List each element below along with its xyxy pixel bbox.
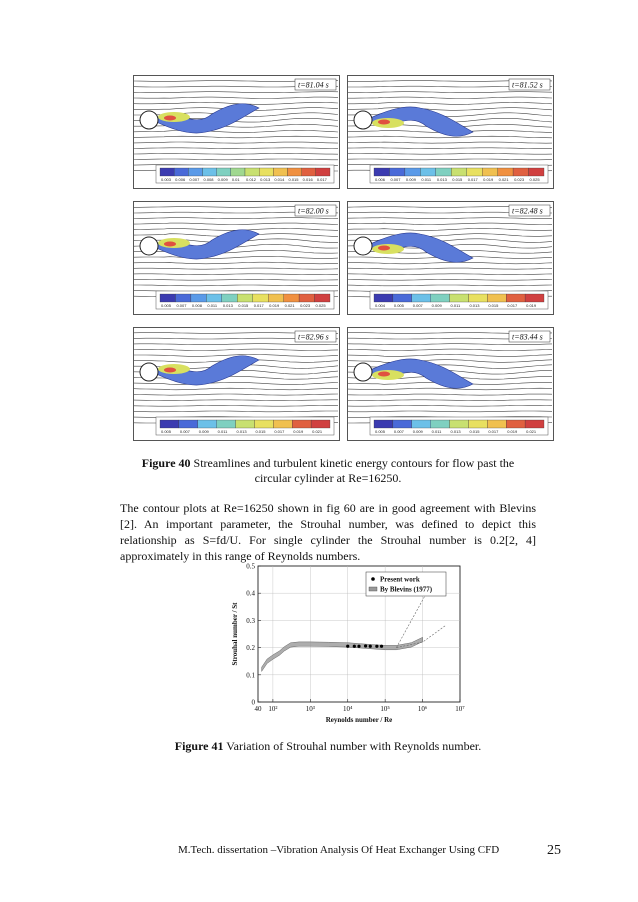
present-work-point: [380, 645, 383, 648]
colorbar-cell: [412, 420, 431, 428]
colorbar-cell: [467, 168, 482, 176]
y-tick-label: 0.1: [246, 671, 255, 680]
colorbar-label: 0.019: [293, 429, 304, 434]
cylinder: [354, 237, 372, 255]
colorbar-label: 0.005: [375, 429, 386, 434]
contour-panel: [347, 201, 554, 315]
colorbar-cell: [450, 420, 469, 428]
colorbar-cell: [284, 294, 299, 302]
contour-plot: [348, 202, 553, 314]
streamline: [348, 92, 552, 93]
streamline: [134, 136, 338, 138]
streamline: [134, 256, 338, 258]
colorbar-cell: [217, 168, 231, 176]
contour-panel: [347, 75, 554, 189]
cylinder: [140, 111, 158, 129]
present-work-point: [346, 645, 349, 648]
colorbar-label: 0.009: [431, 303, 442, 308]
colorbar-label: 0.017: [467, 177, 478, 182]
colorbar-label: 0.013: [469, 303, 480, 308]
streamline: [348, 218, 552, 219]
legend-label-present: Present work: [380, 575, 420, 584]
figure-40: [133, 75, 553, 447]
streamline: [134, 394, 338, 395]
contour-panel: [133, 201, 340, 315]
colorbar-label: 0.019: [526, 303, 537, 308]
cylinder: [354, 111, 372, 129]
colorbar-label: 0.006: [175, 177, 186, 182]
y-tick-label: 0.3: [246, 616, 255, 625]
colorbar-label: 0.008: [203, 177, 214, 182]
streamline: [134, 148, 338, 149]
colorbar-label: 0.013: [222, 303, 233, 308]
colorbar-label: 0.008: [191, 303, 202, 308]
cylinder: [354, 363, 372, 381]
colorbar-cell: [487, 420, 506, 428]
figure-40-caption-text-2: circular cylinder at Re=16250.: [254, 471, 402, 485]
colorbar-cell: [191, 294, 206, 302]
colorbar-label: 0.016: [302, 177, 313, 182]
streamline: [134, 223, 338, 224]
colorbar-cell: [254, 420, 273, 428]
colorbar-label: 0.013: [236, 429, 247, 434]
streamline: [348, 153, 552, 154]
colorbar-cell: [420, 168, 435, 176]
colorbar-label: 0.013: [436, 177, 447, 182]
colorbar-label: 0.011: [431, 429, 442, 434]
figure-40-caption-text: Streamlines and turbulent kinetic energy contours for flow past the: [190, 456, 515, 470]
contour-panel: [133, 327, 340, 441]
x-tick-label: 10⁵: [380, 705, 390, 713]
colorbar-label: 0.007: [390, 177, 401, 182]
figure-40-label: Figure 40: [141, 456, 191, 470]
present-work-point: [353, 645, 356, 648]
colorbar-label: 0.004: [375, 303, 386, 308]
colorbar-label: 0.015: [469, 429, 480, 434]
colorbar-label: 0.009: [198, 429, 209, 434]
streamline: [134, 159, 338, 160]
colorbar-label: 0.013: [260, 177, 271, 182]
streamline: [348, 354, 552, 356]
streamline: [348, 97, 552, 98]
colorbar-cell: [160, 420, 179, 428]
colorbar-label: 0.017: [274, 429, 285, 434]
colorbar-label: 0.013: [450, 429, 461, 434]
colorbar-cell: [513, 168, 528, 176]
colorbar-label: 0.015: [238, 303, 249, 308]
colorbar-cell: [245, 168, 259, 176]
colorbar-label: 0.019: [269, 303, 280, 308]
colorbar-cell: [529, 168, 544, 176]
colorbar-label: 0.025: [315, 303, 326, 308]
figure-40-caption: [120, 456, 536, 486]
colorbar-cell: [179, 420, 198, 428]
colorbar-label: 0.017: [253, 303, 264, 308]
streamline: [348, 274, 552, 275]
colorbar-cell: [259, 168, 273, 176]
colorbar-cell: [299, 294, 314, 302]
tke-peak: [164, 242, 176, 247]
colorbar-cell: [315, 294, 330, 302]
colorbar-label: 0.015: [488, 303, 499, 308]
colorbar-cell: [174, 168, 188, 176]
colorbar-label: 0.017: [316, 177, 327, 182]
streamline: [348, 344, 552, 345]
colorbar-label: 0.021: [498, 177, 509, 182]
streamline: [348, 108, 552, 111]
colorbar-label: 0.005: [161, 303, 172, 308]
colorbar-label: 0.021: [526, 429, 537, 434]
streamline: [348, 223, 552, 224]
colorbar-label: 0.007: [393, 429, 404, 434]
colorbar-label: 0.006: [375, 177, 386, 182]
colorbar-label: 0.011: [217, 429, 228, 434]
colorbar-cell: [268, 294, 283, 302]
tke-peak: [378, 120, 390, 125]
colorbar-label: 0.015: [255, 429, 266, 434]
colorbar-cell: [389, 168, 404, 176]
streamline: [348, 268, 552, 269]
contour-plot: [348, 76, 553, 188]
colorbar-label: 0.019: [483, 177, 494, 182]
streamline: [134, 388, 338, 390]
streamline: [134, 405, 338, 406]
streamline: [348, 411, 552, 412]
colorbar-label: 0.007: [176, 303, 187, 308]
streamline: [134, 268, 338, 269]
colorbar-cell: [292, 420, 311, 428]
colorbar-label: 0.011: [207, 303, 218, 308]
colorbar-label: 0.009: [405, 177, 416, 182]
colorbar-label: 0.005: [393, 303, 404, 308]
colorbar-cell: [393, 294, 412, 302]
colorbar-cell: [217, 420, 236, 428]
x-tick-label: 10⁴: [343, 705, 353, 713]
page-number: 25: [547, 843, 561, 858]
colorbar-cell: [198, 420, 217, 428]
streamline: [134, 285, 338, 286]
time-label: t=83.44 s: [512, 332, 543, 342]
colorbar-label: 0.021: [312, 429, 323, 434]
cylinder: [140, 363, 158, 381]
colorbar-cell: [498, 168, 513, 176]
colorbar-cell: [374, 168, 389, 176]
colorbar-label: 0.017: [507, 303, 518, 308]
colorbar-label: 0.01: [231, 177, 240, 182]
colorbar-label: 0.007: [412, 303, 423, 308]
y-tick-label: 0.4: [246, 589, 255, 598]
colorbar-cell: [525, 294, 544, 302]
streamline: [348, 136, 552, 138]
x-tick-label: 10⁷: [455, 705, 465, 713]
x-tick-label: 10²: [268, 705, 278, 713]
streamline: [348, 262, 552, 264]
y-tick-label: 0.5: [246, 562, 255, 571]
tke-peak: [164, 368, 176, 373]
time-label: t=82.48 s: [512, 206, 543, 216]
colorbar-label: 0.025: [529, 177, 540, 182]
y-axis-label: Strouhal number / St: [231, 602, 239, 666]
colorbar-label: 0.011: [421, 177, 432, 182]
time-label: t=82.00 s: [298, 206, 329, 216]
streamline: [348, 142, 552, 143]
colorbar-cell: [525, 420, 544, 428]
streamline: [348, 394, 552, 395]
streamline: [134, 262, 338, 264]
colorbar-cell: [436, 168, 451, 176]
streamline: [134, 142, 338, 143]
colorbar-label: 0.009: [412, 429, 423, 434]
colorbar-cell: [316, 168, 330, 176]
figure-41-label: Figure 41: [174, 739, 224, 753]
colorbar-label: 0.023: [514, 177, 525, 182]
streamline: [134, 400, 338, 401]
contour-plot: [134, 202, 339, 314]
colorbar-label: 0.017: [488, 429, 499, 434]
streamline: [348, 102, 552, 104]
colorbar-label: 0.019: [507, 429, 518, 434]
streamline: [348, 405, 552, 406]
streamline: [134, 97, 338, 98]
colorbar-cell: [236, 420, 255, 428]
streamline: [348, 159, 552, 160]
colorbar-cell: [374, 420, 393, 428]
colorbar-label: 0.023: [300, 303, 311, 308]
streamline: [134, 274, 338, 275]
streamline: [348, 360, 552, 363]
colorbar-cell: [237, 294, 252, 302]
colorbar-label: 0.014: [274, 177, 285, 182]
streamline: [348, 228, 552, 230]
cylinder: [140, 237, 158, 255]
present-work-point: [369, 645, 372, 648]
colorbar-cell: [405, 168, 420, 176]
x-axis-label: Reynolds number / Re: [325, 716, 393, 724]
colorbar-cell: [487, 294, 506, 302]
legend-marker-present: [371, 577, 375, 581]
body-paragraph: The contour plots at Re=16250 shown in fig 60 are in good agreement with Blevins [2]. An important parameter, the Strouhal number, was defined to depict this relationship as S=fd/U. For single cylinder the Strouhal number is 0.2[2, 4] approximately in this range of Reynolds numbers.: [120, 501, 536, 563]
colorbar-cell: [506, 420, 525, 428]
colorbar-label: 0.012: [246, 177, 257, 182]
present-work-point: [375, 645, 378, 648]
legend-marker-blevins: [369, 587, 377, 591]
colorbar-cell: [253, 294, 268, 302]
tke-peak: [378, 372, 390, 377]
colorbar-cell: [222, 294, 237, 302]
time-label: t=81.04 s: [298, 80, 329, 90]
colorbar-cell: [160, 294, 175, 302]
colorbar-cell: [431, 294, 450, 302]
colorbar-cell: [288, 168, 302, 176]
streamline: [348, 234, 552, 237]
streamline: [134, 130, 338, 132]
colorbar-cell: [206, 294, 221, 302]
y-tick-label: 0: [251, 698, 255, 707]
colorbar-cell: [393, 420, 412, 428]
colorbar-cell: [451, 168, 466, 176]
colorbar-cell: [450, 294, 469, 302]
colorbar-label: 0.015: [452, 177, 463, 182]
x-tick-label: 40: [254, 705, 262, 713]
streamline: [348, 349, 552, 350]
colorbar-cell: [468, 420, 487, 428]
colorbar-cell: [506, 294, 525, 302]
contour-plot: [348, 328, 553, 440]
colorbar-cell: [302, 168, 316, 176]
colorbar-cell: [273, 420, 292, 428]
colorbar-label: 0.005: [161, 429, 172, 434]
colorbar-cell: [188, 168, 202, 176]
time-label: t=82.96 s: [298, 332, 329, 342]
streamline: [134, 92, 338, 93]
tke-peak: [164, 116, 176, 121]
streamline: [348, 388, 552, 390]
contour-plot: [134, 328, 339, 440]
streamline: [348, 400, 552, 401]
colorbar-cell: [160, 168, 174, 176]
colorbar-label: 0.011: [450, 303, 461, 308]
colorbar-label: 0.007: [179, 429, 190, 434]
streamline: [134, 279, 338, 280]
x-tick-label: 10³: [305, 705, 315, 713]
colorbar-cell: [412, 294, 431, 302]
streamline: [134, 382, 338, 384]
x-tick-label: 10⁶: [417, 705, 428, 713]
colorbar-cell: [175, 294, 190, 302]
streamline: [134, 218, 338, 219]
legend-label-blevins: By Blevins (1977): [380, 585, 433, 594]
streamline: [348, 148, 552, 149]
colorbar-label: 0.021: [284, 303, 295, 308]
colorbar-label: 0.007: [189, 177, 200, 182]
figure-41-chart: [228, 560, 468, 728]
streamline: [348, 279, 552, 280]
y-tick-label: 0.2: [246, 644, 255, 653]
colorbar-cell: [203, 168, 217, 176]
colorbar-cell: [431, 420, 450, 428]
colorbar-cell: [468, 294, 487, 302]
present-work-point: [364, 644, 367, 647]
colorbar-cell: [482, 168, 497, 176]
colorbar-cell: [231, 168, 245, 176]
colorbar-label: 0.015: [288, 177, 299, 182]
time-label: t=81.52 s: [512, 80, 543, 90]
streamline: [348, 285, 552, 286]
streamline: [134, 153, 338, 154]
streamline: [134, 344, 338, 345]
tke-peak: [378, 246, 390, 251]
present-work-point: [357, 645, 360, 648]
figure-41-caption-text: Variation of Strouhal number with Reynolds number.: [223, 739, 482, 753]
colorbar-cell: [374, 294, 393, 302]
contour-plot: [134, 76, 339, 188]
streamline: [134, 411, 338, 412]
colorbar-label: 0.009: [217, 177, 228, 182]
colorbar-cell: [273, 168, 287, 176]
colorbar-cell: [311, 420, 330, 428]
contour-panel: [133, 75, 340, 189]
figure-41-caption: [120, 739, 536, 754]
colorbar-label: 0.003: [161, 177, 172, 182]
contour-panel: [347, 327, 554, 441]
footer-text: M.Tech. dissertation –Vibration Analysis Of Heat Exchanger Using CFD: [178, 844, 500, 856]
streamline: [134, 349, 338, 350]
